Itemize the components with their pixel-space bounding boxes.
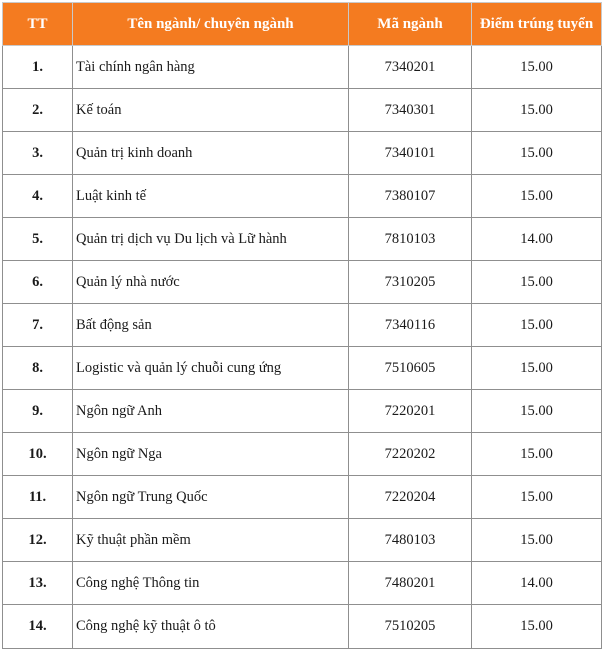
admission-score: 15.00 — [472, 519, 602, 562]
table-row — [3, 605, 602, 649]
major-name: Kỹ thuật phần mềm — [73, 519, 349, 562]
admission-score: 15.00 — [472, 46, 602, 89]
table-header — [3, 3, 602, 46]
row-number: 8. — [3, 347, 73, 390]
table-row — [3, 562, 602, 605]
table-row — [3, 476, 602, 519]
table-row — [3, 132, 602, 175]
row-number: 2. — [3, 89, 73, 132]
row-number: 4. — [3, 175, 73, 218]
row-number: 5. — [3, 218, 73, 261]
major-code: 7510605 — [349, 347, 472, 390]
admission-scores-table — [2, 2, 602, 649]
header-tt: TT — [3, 3, 73, 46]
table-row — [3, 46, 602, 89]
header-major-code: Mã ngành — [349, 3, 472, 46]
major-name: Bất động sản — [73, 304, 349, 347]
row-number: 1. — [3, 46, 73, 89]
header-row — [3, 3, 602, 46]
major-name: Kế toán — [73, 89, 349, 132]
admission-score: 14.00 — [472, 562, 602, 605]
major-code: 7340116 — [349, 304, 472, 347]
header-major-name: Tên ngành/ chuyên ngành — [73, 3, 349, 46]
table-row — [3, 519, 602, 562]
row-number: 6. — [3, 261, 73, 304]
admission-score: 15.00 — [472, 261, 602, 304]
major-name: Quản lý nhà nước — [73, 261, 349, 304]
major-code: 7510205 — [349, 605, 472, 649]
table-row — [3, 218, 602, 261]
major-code: 7380107 — [349, 175, 472, 218]
row-number: 10. — [3, 433, 73, 476]
major-name: Ngôn ngữ Nga — [73, 433, 349, 476]
admission-score: 15.00 — [472, 89, 602, 132]
table-row — [3, 89, 602, 132]
admission-score: 15.00 — [472, 433, 602, 476]
major-code: 7480201 — [349, 562, 472, 605]
row-number: 13. — [3, 562, 73, 605]
major-name: Ngôn ngữ Trung Quốc — [73, 476, 349, 519]
major-name: Công nghệ Thông tin — [73, 562, 349, 605]
major-code: 7340301 — [349, 89, 472, 132]
table-row — [3, 175, 602, 218]
row-number: 7. — [3, 304, 73, 347]
major-code: 7340101 — [349, 132, 472, 175]
admission-score: 15.00 — [472, 132, 602, 175]
major-name: Quản trị dịch vụ Du lịch và Lữ hành — [73, 218, 349, 261]
row-number: 11. — [3, 476, 73, 519]
table-row — [3, 390, 602, 433]
major-name: Luật kinh tế — [73, 175, 349, 218]
table-body — [3, 46, 602, 649]
table-row — [3, 433, 602, 476]
table-row — [3, 304, 602, 347]
row-number: 9. — [3, 390, 73, 433]
table-row — [3, 261, 602, 304]
row-number: 3. — [3, 132, 73, 175]
admission-score: 15.00 — [472, 175, 602, 218]
major-name: Logistic và quản lý chuỗi cung ứng — [73, 347, 349, 390]
major-code: 7480103 — [349, 519, 472, 562]
major-code: 7220202 — [349, 433, 472, 476]
admission-score: 14.00 — [472, 218, 602, 261]
major-code: 7310205 — [349, 261, 472, 304]
header-admission-score: Điểm trúng tuyển — [472, 3, 602, 46]
admission-score: 15.00 — [472, 476, 602, 519]
major-name: Quản trị kinh doanh — [73, 132, 349, 175]
major-code: 7340201 — [349, 46, 472, 89]
major-name: Công nghệ kỹ thuật ô tô — [73, 605, 349, 649]
major-code: 7220201 — [349, 390, 472, 433]
major-code: 7220204 — [349, 476, 472, 519]
admission-score: 15.00 — [472, 605, 602, 649]
row-number: 14. — [3, 605, 73, 649]
major-name: Tài chính ngân hàng — [73, 46, 349, 89]
row-number: 12. — [3, 519, 73, 562]
admission-score: 15.00 — [472, 347, 602, 390]
major-name: Ngôn ngữ Anh — [73, 390, 349, 433]
admission-score: 15.00 — [472, 304, 602, 347]
admission-score: 15.00 — [472, 390, 602, 433]
major-code: 7810103 — [349, 218, 472, 261]
table-row — [3, 347, 602, 390]
